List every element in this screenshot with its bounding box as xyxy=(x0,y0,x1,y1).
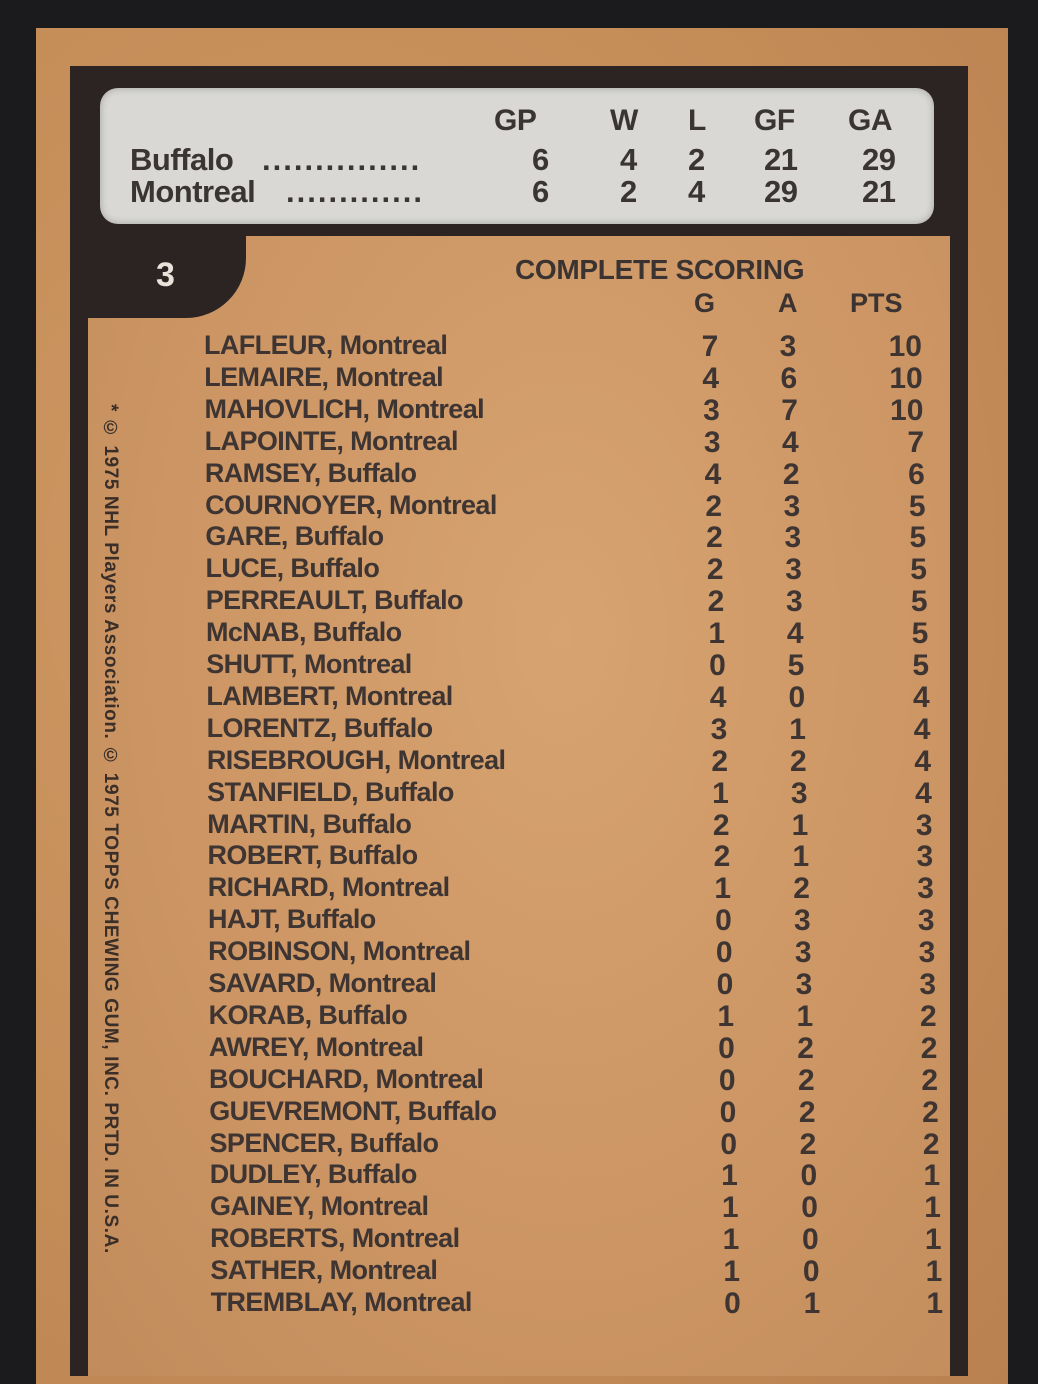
header-w: W xyxy=(610,104,638,137)
player-assists: 3 xyxy=(785,553,802,587)
player-name: AWREY, Montreal xyxy=(208,1031,424,1062)
player-points: 4 xyxy=(913,680,930,714)
player-points: 4 xyxy=(915,776,932,810)
team-w: 2 xyxy=(620,174,637,209)
player-assists: 3 xyxy=(784,521,802,555)
player-points: 3 xyxy=(917,904,935,938)
player-goals: 2 xyxy=(706,553,724,587)
player-assists: 2 xyxy=(798,1095,816,1129)
player-name: LAPOINTE, Montreal xyxy=(204,425,458,456)
player-points: 3 xyxy=(918,936,936,970)
player-name: LEMAIRE, Montreal xyxy=(204,361,444,392)
player-name: MAHOVLICH, Montreal xyxy=(204,393,485,424)
player-goals: 0 xyxy=(715,904,732,938)
player-goals: 2 xyxy=(712,808,730,842)
player-goals: 0 xyxy=(716,968,734,1001)
team-gf: 29 xyxy=(764,174,798,209)
player-goals: 1 xyxy=(721,1191,739,1225)
player-assists: 4 xyxy=(786,617,804,651)
header-gf: GF xyxy=(754,104,795,137)
player-assists: 0 xyxy=(800,1159,818,1193)
player-name: GAINEY, Montreal xyxy=(209,1191,429,1222)
player-assists: 2 xyxy=(790,744,807,778)
team-w: 4 xyxy=(620,142,637,177)
player-goals: 3 xyxy=(710,712,728,746)
player-goals: 4 xyxy=(704,457,722,491)
player-name: BOUCHARD, Montreal xyxy=(209,1063,484,1094)
player-name: McNAB, Buffalo xyxy=(205,617,402,648)
team-name: Montreal xyxy=(130,174,256,209)
player-goals: 0 xyxy=(718,1031,735,1065)
player-assists: 2 xyxy=(799,1127,817,1161)
player-assists: 7 xyxy=(781,393,798,427)
header-points: PTS xyxy=(850,288,903,318)
player-assists: 3 xyxy=(794,904,811,938)
player-goals: 1 xyxy=(714,872,732,906)
header-ga: GA xyxy=(848,104,892,137)
player-name: PERREAULT, Buffalo xyxy=(205,585,463,616)
player-points: 5 xyxy=(911,617,929,651)
player-name: COURNOYER, Montreal xyxy=(205,489,497,520)
player-points: 3 xyxy=(917,872,934,906)
team-name: Buffalo xyxy=(130,142,234,177)
player-assists: 0 xyxy=(801,1191,818,1225)
player-goals: 2 xyxy=(713,840,731,874)
player-assists: 3 xyxy=(794,936,812,970)
header-goals: G xyxy=(694,288,716,318)
player-points: 7 xyxy=(907,425,925,459)
player-name: ROBERT, Buffalo xyxy=(207,840,418,871)
player-points: 5 xyxy=(909,521,927,555)
team-gp: 6 xyxy=(532,142,549,177)
player-points: 5 xyxy=(910,585,928,619)
player-points: 10 xyxy=(888,330,922,363)
team-gp: 6 xyxy=(532,174,549,209)
player-goals: 1 xyxy=(708,617,726,651)
team-l: 2 xyxy=(688,142,705,177)
player-points: 1 xyxy=(924,1191,941,1225)
player-name: LAMBERT, Montreal xyxy=(206,680,453,711)
player-name: LORENTZ, Buffalo xyxy=(206,712,433,743)
player-goals: 1 xyxy=(717,999,735,1033)
player-points: 6 xyxy=(908,457,925,491)
player-points: 3 xyxy=(915,808,933,842)
player-goals: 1 xyxy=(723,1255,741,1289)
player-assists: 3 xyxy=(790,776,808,810)
player-points: 5 xyxy=(912,649,929,682)
player-name: ROBINSON, Montreal xyxy=(208,936,471,967)
player-name: SHUTT, Montreal xyxy=(206,649,412,679)
player-goals: 0 xyxy=(718,1063,736,1097)
leader-dots: ............... xyxy=(262,142,422,177)
player-name: RICHARD, Montreal xyxy=(207,872,450,903)
player-name: TREMBLAY, Montreal xyxy=(210,1287,472,1317)
player-points: 2 xyxy=(920,999,937,1033)
player-assists: 2 xyxy=(782,457,800,491)
player-goals: 0 xyxy=(720,1127,738,1161)
player-name: GUEVREMONT, Buffalo xyxy=(209,1095,497,1126)
player-name: KORAB, Buffalo xyxy=(208,999,408,1030)
scoring-title: COMPLETE SCORING xyxy=(515,254,805,285)
player-assists: 0 xyxy=(802,1255,820,1289)
player-name: SPENCER, Buffalo xyxy=(209,1127,439,1158)
team-ga: 21 xyxy=(862,174,896,209)
player-name: STANFIELD, Buffalo xyxy=(207,776,454,807)
header-gp: GP xyxy=(494,104,537,137)
player-points: 1 xyxy=(924,1223,942,1257)
player-points: 4 xyxy=(914,744,932,778)
player-goals: 1 xyxy=(721,1159,738,1193)
player-assists: 1 xyxy=(792,840,810,874)
player-assists: 5 xyxy=(787,649,805,682)
player-assists: 3 xyxy=(783,489,801,523)
player-name: SAVARD, Montreal xyxy=(208,968,437,998)
player-name: RAMSEY, Buffalo xyxy=(204,457,417,488)
team-ga: 29 xyxy=(862,142,896,177)
player-assists: 3 xyxy=(795,968,813,1001)
player-name: ROBERTS, Montreal xyxy=(210,1223,460,1254)
player-goals: 0 xyxy=(709,649,726,682)
player-name: LAFLEUR, Montreal xyxy=(204,330,448,360)
player-goals: 4 xyxy=(702,361,720,395)
player-points: 1 xyxy=(925,1255,943,1289)
player-name: GARE, Buffalo xyxy=(205,521,384,552)
player-goals: 2 xyxy=(707,585,725,619)
header-assists: A xyxy=(778,288,798,318)
player-goals: 0 xyxy=(719,1095,737,1129)
player-points: 3 xyxy=(916,840,934,874)
team-l: 4 xyxy=(688,174,705,209)
player-assists: 1 xyxy=(791,808,809,842)
player-assists: 3 xyxy=(779,330,797,363)
leader-dots: ............. xyxy=(286,174,424,209)
player-assists: 3 xyxy=(786,585,803,619)
player-assists: 6 xyxy=(780,361,798,395)
player-points: 10 xyxy=(890,393,924,427)
player-goals: 2 xyxy=(705,489,723,523)
player-goals: 3 xyxy=(703,393,720,427)
player-assists: 2 xyxy=(798,1063,815,1097)
player-goals: 2 xyxy=(711,744,729,778)
player-name: HAJT, Buffalo xyxy=(207,904,376,935)
player-points: 2 xyxy=(920,1031,938,1065)
player-points: 10 xyxy=(889,361,923,395)
player-points: 3 xyxy=(919,968,936,1001)
player-points: 2 xyxy=(921,1063,939,1097)
header-l: L xyxy=(688,104,706,137)
player-points: 4 xyxy=(913,712,931,746)
player-goals: 7 xyxy=(701,330,719,363)
player-name: LUCE, Buffalo xyxy=(205,553,380,584)
player-points: 2 xyxy=(922,1095,939,1129)
player-points: 5 xyxy=(910,553,927,587)
player-name: MARTIN, Buffalo xyxy=(207,808,412,839)
player-assists: 1 xyxy=(796,999,814,1033)
player-points: 1 xyxy=(923,1159,941,1193)
copyright-text: * © 1975 NHL Players Association. © 1975 TOPPS CHEWING GUM, INC. PRTD. IN U.S.A. xyxy=(100,404,121,1254)
player-assists: 0 xyxy=(788,680,806,714)
player-assists: 1 xyxy=(789,712,806,746)
player-assists: 4 xyxy=(782,425,799,459)
team-gf: 21 xyxy=(764,142,798,177)
player-points: 2 xyxy=(922,1127,940,1161)
player-points: 5 xyxy=(908,489,926,523)
player-goals: 1 xyxy=(722,1223,740,1257)
player-goals: 2 xyxy=(706,521,723,555)
player-goals: 0 xyxy=(724,1287,741,1320)
player-goals: 1 xyxy=(712,776,729,810)
player-goals: 3 xyxy=(703,425,721,459)
player-name: SATHER, Montreal xyxy=(210,1255,438,1286)
player-assists: 2 xyxy=(797,1031,814,1065)
card-number: 3 xyxy=(156,256,175,294)
player-goals: 0 xyxy=(715,936,733,970)
player-assists: 1 xyxy=(803,1287,821,1320)
player-goals: 4 xyxy=(709,680,727,714)
player-name: RISEBROUGH, Montreal xyxy=(206,744,506,775)
player-assists: 0 xyxy=(802,1223,819,1257)
player-points: 1 xyxy=(926,1287,943,1320)
player-assists: 2 xyxy=(793,872,810,906)
player-name: DUDLEY, Buffalo xyxy=(209,1159,417,1190)
